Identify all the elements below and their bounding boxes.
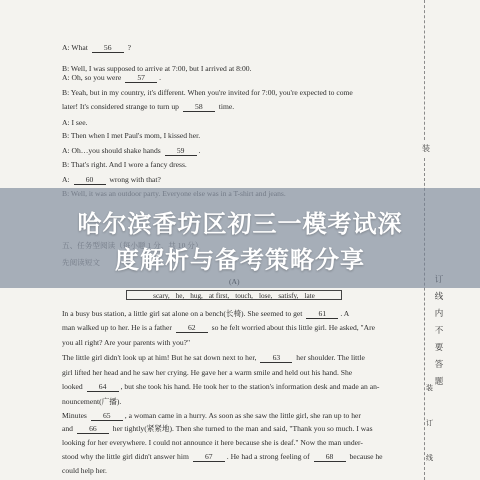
- answer-blank[interactable]: 67: [193, 452, 225, 462]
- binding-char: 题: [434, 377, 444, 387]
- passage-line: [62, 368, 412, 378]
- dialogue-text: A: Oh…you should shake hands: [62, 146, 163, 155]
- dialogue-text: B: Then when I met Paul's mom, I kissed her.: [62, 131, 201, 140]
- word-option: he,: [175, 292, 185, 300]
- passage-text: girl lifted her head and he saw her crying. He gave her a warm smile and held out his hand. She: [62, 368, 353, 377]
- dialogue-line: [62, 73, 161, 83]
- binding-char-top: 装: [422, 144, 430, 153]
- binding-side-marks: [426, 260, 432, 467]
- dialogue-text: B: Yeah, but in my country, it's different. When you're invited for 7:00, you're expected to come: [62, 88, 353, 97]
- answer-blank[interactable]: 63: [260, 353, 292, 363]
- answer-blank[interactable]: 65: [91, 411, 123, 421]
- answer-blank[interactable]: 68: [314, 452, 346, 462]
- dialogue-text: A: Oh, so you were: [62, 73, 124, 82]
- passage-line: [62, 438, 412, 448]
- answer-blank[interactable]: 59: [165, 146, 197, 156]
- passage-text: looking for her everywhere. I could not announce it here because she is deaf." Now the man under-: [62, 438, 363, 447]
- word-box: [126, 290, 342, 300]
- dialogue-line: [62, 43, 131, 53]
- dialogue-text: later! It's considered strange to turn up: [62, 102, 181, 111]
- passage-text: , a woman came in a hurry. As soon as she saw the little girl, she ran up to her: [124, 411, 361, 420]
- passage-text: , but she took his hand. He took her to the station's information desk and made an an-: [120, 382, 380, 391]
- binding-char: 答: [434, 360, 444, 370]
- word-option: touch,: [235, 292, 253, 300]
- binding-side-text: [434, 272, 444, 391]
- passage-text: could help her.: [62, 466, 107, 475]
- answer-blank[interactable]: 66: [77, 424, 109, 434]
- passage-text: nouncement(广播).: [62, 397, 122, 406]
- word-option: hug,: [190, 292, 203, 300]
- dialogue-line: [62, 175, 161, 185]
- banner-title-line-2: 度解析与备考策略分享: [115, 246, 365, 274]
- passage-line: [62, 323, 412, 333]
- passage-line: [62, 353, 412, 363]
- dialogue-line: [62, 160, 187, 170]
- passage-line: [62, 338, 412, 348]
- dialogue-text: A: What: [62, 43, 90, 52]
- word-option: at first,: [208, 292, 230, 300]
- passage-text: stood why the little girl didn't answer him: [62, 452, 191, 461]
- passage-text: because he: [347, 452, 383, 461]
- passage-line: [62, 466, 412, 476]
- binding-char: 不: [434, 326, 444, 336]
- answer-blank[interactable]: 56: [92, 43, 124, 53]
- passage-text: . He had a strong feeling of: [226, 452, 312, 461]
- passage-text: Minutes: [62, 411, 89, 420]
- answer-blank[interactable]: 64: [87, 382, 119, 392]
- dialogue-line: [62, 118, 88, 128]
- binding-char: 内: [434, 309, 444, 319]
- dialogue-line: [62, 88, 353, 98]
- dialogue-text: A: I see.: [62, 118, 88, 127]
- passage-text: . A: [340, 309, 350, 318]
- passage-text: man walked up to her. He is a father: [62, 323, 174, 332]
- binding-mark: 线: [426, 454, 433, 462]
- binding-char: 要: [434, 343, 444, 353]
- dialogue-line: [62, 102, 234, 112]
- passage-text: and: [62, 424, 75, 433]
- word-option: lose,: [258, 292, 273, 300]
- word-option: late: [304, 292, 315, 300]
- binding-dashed-line-top: [424, 0, 425, 140]
- dialogue-text: .: [198, 146, 201, 155]
- passage-text: so he felt worried about this little girl. He asked, "Are: [209, 323, 376, 332]
- binding-mark: 装: [426, 384, 433, 392]
- dialogue-text: time.: [216, 102, 235, 111]
- dialogue-line: [62, 146, 201, 156]
- passage-text: looked: [62, 382, 85, 391]
- passage-text: In a busy bus station, a little girl sat alone on a bench(长椅). She seemed to get: [62, 309, 305, 318]
- title-banner: [0, 188, 480, 288]
- binding-char: 线: [434, 292, 444, 302]
- passage-line: [62, 452, 412, 462]
- word-option: satisfy,: [278, 292, 299, 300]
- answer-blank[interactable]: 60: [74, 175, 106, 185]
- answer-blank[interactable]: 61: [306, 309, 338, 319]
- passage-line: [62, 411, 412, 421]
- binding-mark: 订: [426, 419, 433, 427]
- word-option: scary,: [153, 292, 170, 300]
- passage-line: [62, 397, 412, 407]
- dialogue-text: .: [159, 73, 162, 82]
- passage-line: [62, 424, 412, 434]
- answer-blank[interactable]: 62: [176, 323, 208, 333]
- passage-line: [62, 309, 412, 319]
- passage-text: you all right? Are your parents with you?": [62, 338, 191, 347]
- answer-blank[interactable]: 57: [125, 73, 157, 83]
- dialogue-text: B: Well, I was supposed to arrive at 7:00, but I arrived at 8:00.: [62, 64, 252, 73]
- passage-text: her tightly(紧紧地). Then she turned to the man and said, "Thank you so much. I was: [110, 424, 373, 433]
- passage-line: [62, 382, 412, 392]
- dialogue-text: B: That's right. And I wore a fancy dress.: [62, 160, 187, 169]
- banner-title-line-1: 哈尔滨香坊区初三一模考试深: [77, 210, 403, 238]
- answer-blank[interactable]: 58: [183, 102, 215, 112]
- dialogue-line: [62, 131, 200, 141]
- passage-text: The little girl didn't look up at him! But he sat down next to her,: [62, 353, 259, 362]
- dialogue-text: ?: [125, 43, 131, 52]
- dialogue-text: A:: [62, 175, 72, 184]
- dialogue-text: wrong with that?: [107, 175, 161, 184]
- passage-text: her shoulder. The little: [294, 353, 365, 362]
